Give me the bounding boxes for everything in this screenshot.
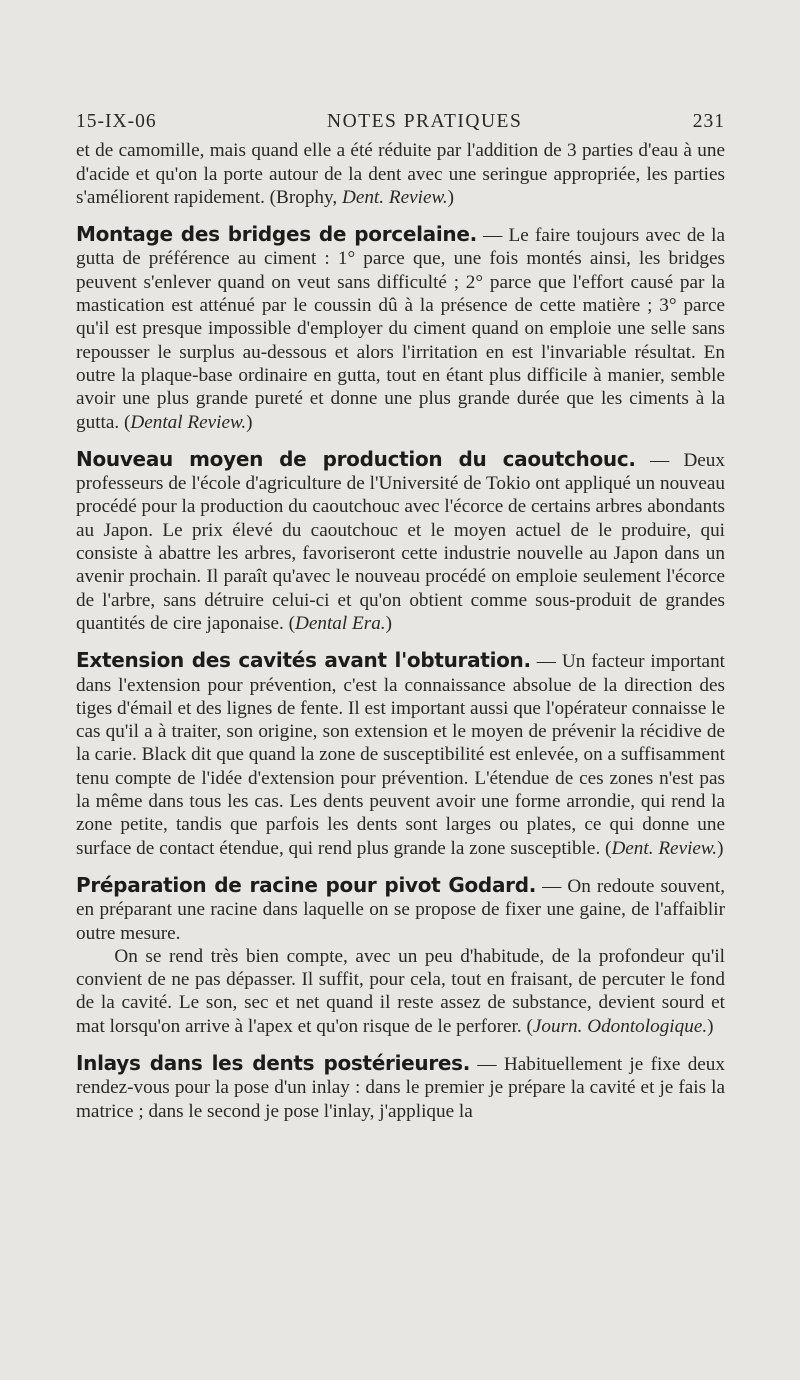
section-heading: Préparation de racine pour pivot Godard. xyxy=(76,872,537,897)
section-inlays xyxy=(76,1052,725,1123)
section-heading: Inlays dans les dents postérieures. xyxy=(76,1050,471,1075)
section-godard xyxy=(76,874,725,1038)
page-number: 231 xyxy=(692,111,725,132)
section-close: ) xyxy=(385,612,392,634)
section-close: ) xyxy=(717,837,724,859)
header-title: NOTES PRATIQUES xyxy=(327,111,523,132)
section-body-2: On se rend très bien compte, avec un peu d'habitude, de la profondeur qu'il convient de ne pas dépasser. Il suffit, pour cela, tout en fraisant, de percuter le fond de la cavité. Le son, sec et net quand il reste assez de substance, devient sourd et mat lorsqu'on arrive à l'apex et qu'on risque de le perforer. ( xyxy=(76,945,725,1037)
section-heading: Montage des bridges de porcelaine. xyxy=(76,222,477,247)
section-heading: Extension des cavités avant l'obturation. xyxy=(76,648,531,673)
section-citation: Dental Review. xyxy=(130,411,247,433)
section-body: — Le faire toujours avec de la gutta de préférence au ciment : 1° parce que, une fois montés ainsi, les bridges peuvent s'enlever quand on veut sans difficulté ; 2° parce que l'effort causé par la mastication est atténué par le coussin dû à la présence de cette matière ; 3° parce qu'il est presque impossible d'employer du ciment quand on emploie une selle sans repousser le surplus au-dessous et alors l'irritation en est l'invariable résultat. En outre la plaque-base ordinaire en gutta, tout en étant plus difficile à manier, semble avoir une plus grande pureté et donne une plus grande durée que les ciments à la gutta. ( xyxy=(76,225,725,433)
intro-close: ) xyxy=(447,186,455,208)
section-body: — On redoute souvent, en préparant une racine dans laquelle on se propose de fixer une gaine, de l'affaiblir outre mesure. xyxy=(76,875,725,944)
section-citation: Dental Era. xyxy=(294,612,386,634)
section-paragraph xyxy=(76,448,725,635)
section-heading: Nouveau moyen de production du caoutchouc. xyxy=(76,446,636,471)
section-body: — Habituellement je fixe deux rendez-vous pour la pose d'un inlay : dans le premier je prépare la cavité et je fais la matrice ; dans le second je pose l'inlay, j'applique la xyxy=(76,1053,725,1122)
section-close: ) xyxy=(246,411,253,433)
section-paragraph-2 xyxy=(76,945,725,1038)
intro-paragraph xyxy=(76,139,725,209)
running-head xyxy=(76,110,725,133)
section-paragraph xyxy=(76,649,725,860)
section-bridges xyxy=(76,223,725,434)
intro-citation: Dent. Review. xyxy=(341,186,448,208)
section-paragraph xyxy=(76,223,725,434)
section-body: — Deux professeurs de l'école d'agriculture de l'Université de Tokio ont appliqué un nouveau procédé pour la production du caoutchouc avec l'écorce de certains arbres abondants au Japon. Le prix élevé du caoutchouc et le moyen actuel de le produire, qui consiste à abattre les arbres, favoriseront cette industrie nouvelle au Japon dans un avenir prochain. Il paraît qu'avec le nouveau procédé on emploie seulement l'écorce de l'arbre, sans détruire celui-ci et qu'on obtient comme sous-produit de grandes quantités de cire japonaise. ( xyxy=(76,449,725,634)
section-caoutchouc xyxy=(76,448,725,635)
section-body: — Un facteur important dans l'extension pour prévention, c'est la connaissance absolue de la direction des tiges d'émail et des lignes de fente. Il est important aussi que l'opérateur connaisse le cas qu'il a à traiter, son origine, son extension et le moyen de prévenir la récidive de la carie. Black dit que quand la zone de susceptibilité est enlevée, on a suffisamment tenu compte de l'idée d'extension pour prévention. L'étendue de ces zones n'est pas la même dans tous les cas. Les dents peuvent avoir une forme arrondie, qui rend la zone petite, tandis que parfois les dents sont larges ou plates, ce qui donne une surface de contact étendue, qui rend plus grande la zone susceptible. ( xyxy=(76,651,725,859)
section-citation: Journ. Odontologique. xyxy=(532,1015,708,1037)
section-close: ) xyxy=(707,1015,714,1037)
page xyxy=(76,110,725,1123)
intro-text: et de camomille, mais quand elle a été réduite par l'addition de 3 parties d'eau à une d'acide et qu'on la porte autour de la dent avec une seringue appropriée, les parties s'améliorent rapidement. (Brophy, xyxy=(76,140,725,208)
header-date: 15-IX-06 xyxy=(76,111,157,132)
section-paragraph xyxy=(76,874,725,945)
section-extension xyxy=(76,649,725,860)
section-citation: Dent. Review. xyxy=(611,837,718,859)
section-paragraph xyxy=(76,1052,725,1123)
